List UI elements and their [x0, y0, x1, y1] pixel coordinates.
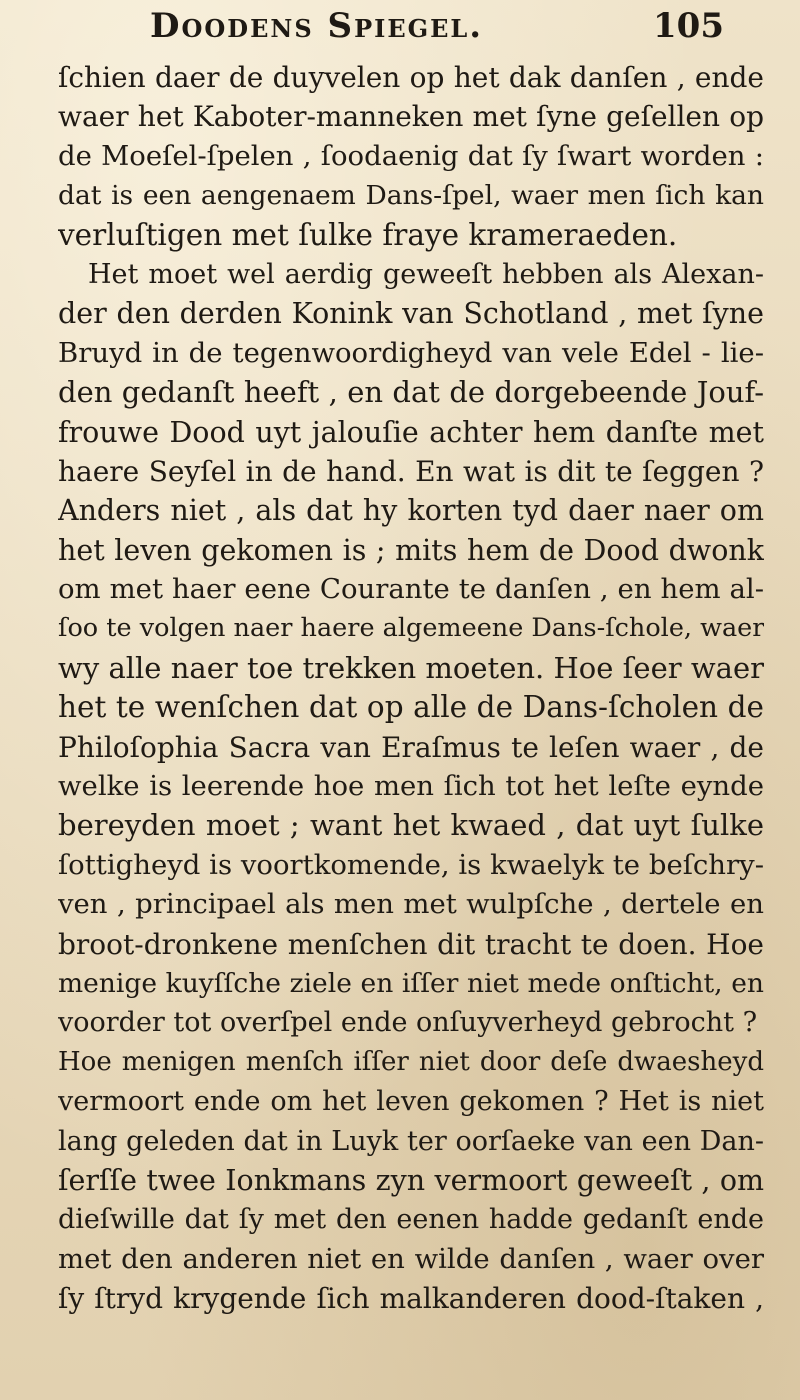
text-line: voorder tot overſpel ende onſuyverheyd gebrocht ?	[58, 1007, 758, 1039]
text-line: waer het Kaboter-manneken met ſyne geſellen op	[58, 100, 764, 134]
text-line: ſoo te volgen naer haere algemeene Dans-ſchole, waer	[58, 613, 764, 644]
text-line: dat is een aengenaem Dans-ſpel, waer men ſich kan	[58, 180, 764, 212]
text-line: haere Seyſel in de hand. En wat is dit te ſeggen ?	[58, 454, 764, 488]
text-line: lang geleden dat in Luyk ter oorſaeke van een Dan-	[58, 1125, 764, 1157]
text-line: Philoſophia Sacra van Eraſmus te leſen waer , de	[58, 730, 764, 764]
text-line: ſchien daer de duyvelen op het dak danſen , ende	[58, 61, 764, 94]
text-line: vermoort ende om het leven gekomen ? Het is niet	[58, 1086, 764, 1118]
running-head	[150, 6, 760, 52]
text-line: der den derden Konink van Schotland , met ſyne	[58, 297, 764, 331]
body-text	[58, 58, 764, 1319]
text-line: ſerſſe twee Ionkmans zyn vermoort geweeſt , om	[58, 1163, 764, 1197]
text-line: menige kuyſſche ziele en iſſer niet mede onſticht, en	[58, 967, 764, 999]
text-line: ſy ſtryd krygende ſich malkanderen dood-ſtaken ,	[58, 1282, 764, 1316]
text-line: ſottigheyd is voortkomende, is kwaelyk te beſchry-	[58, 848, 764, 881]
text-line: Bruyd in de tegenwoordigheyd van vele Edel - lie-	[58, 336, 764, 369]
page-number: 105	[653, 6, 724, 46]
text-line: bereyden moet ; want het kwaed , dat uyt ſulke	[58, 808, 764, 843]
text-line: Anders niet , als dat hy korten tyd daer naer om	[58, 494, 764, 528]
text-line: wy alle naer toe trekken moeten. Hoe ſeer waer	[58, 650, 764, 685]
text-line: broot-dronkene menſchen dit tracht te doen. Hoe	[58, 927, 764, 961]
text-line: om met haer eene Courante te danſen , en hem al-	[58, 573, 764, 606]
text-line: dieſwille dat ſy met den eenen hadde gedanſt ende	[58, 1204, 764, 1236]
text-line: de Moeſel-ſpelen , ſoodaenig dat ſy ſwart worden :	[58, 139, 764, 172]
text-line: verluſtigen met ſulke fraye krameraeden.	[58, 217, 678, 252]
text-line: het te wenſchen dat op alle de Dans-ſcholen de	[58, 690, 764, 725]
text-line: frouwe Dood uyt jalouſie achter hem danſte met	[58, 415, 764, 449]
text-line: Het moet wel aerdig geweeſt hebben als Alexan-	[88, 258, 764, 290]
text-line: Hoe menigen menſch iſſer niet door deſe dwaesheyd	[58, 1046, 764, 1077]
text-line: het leven gekomen is ; mits hem de Dood dwonk	[58, 533, 764, 567]
text-line: welke is leerende hoe men ſich tot het leſte eynde	[58, 770, 764, 803]
text-line: met den anderen niet en wilde danſen , waer over	[58, 1242, 764, 1275]
text-line: ven , principael als men met wulpſche , dertele en	[58, 888, 764, 921]
running-title: Doodens Spiegel.	[150, 6, 484, 46]
text-line: den gedanſt heeft , en dat de dorgebeende Jouf-	[58, 375, 764, 410]
